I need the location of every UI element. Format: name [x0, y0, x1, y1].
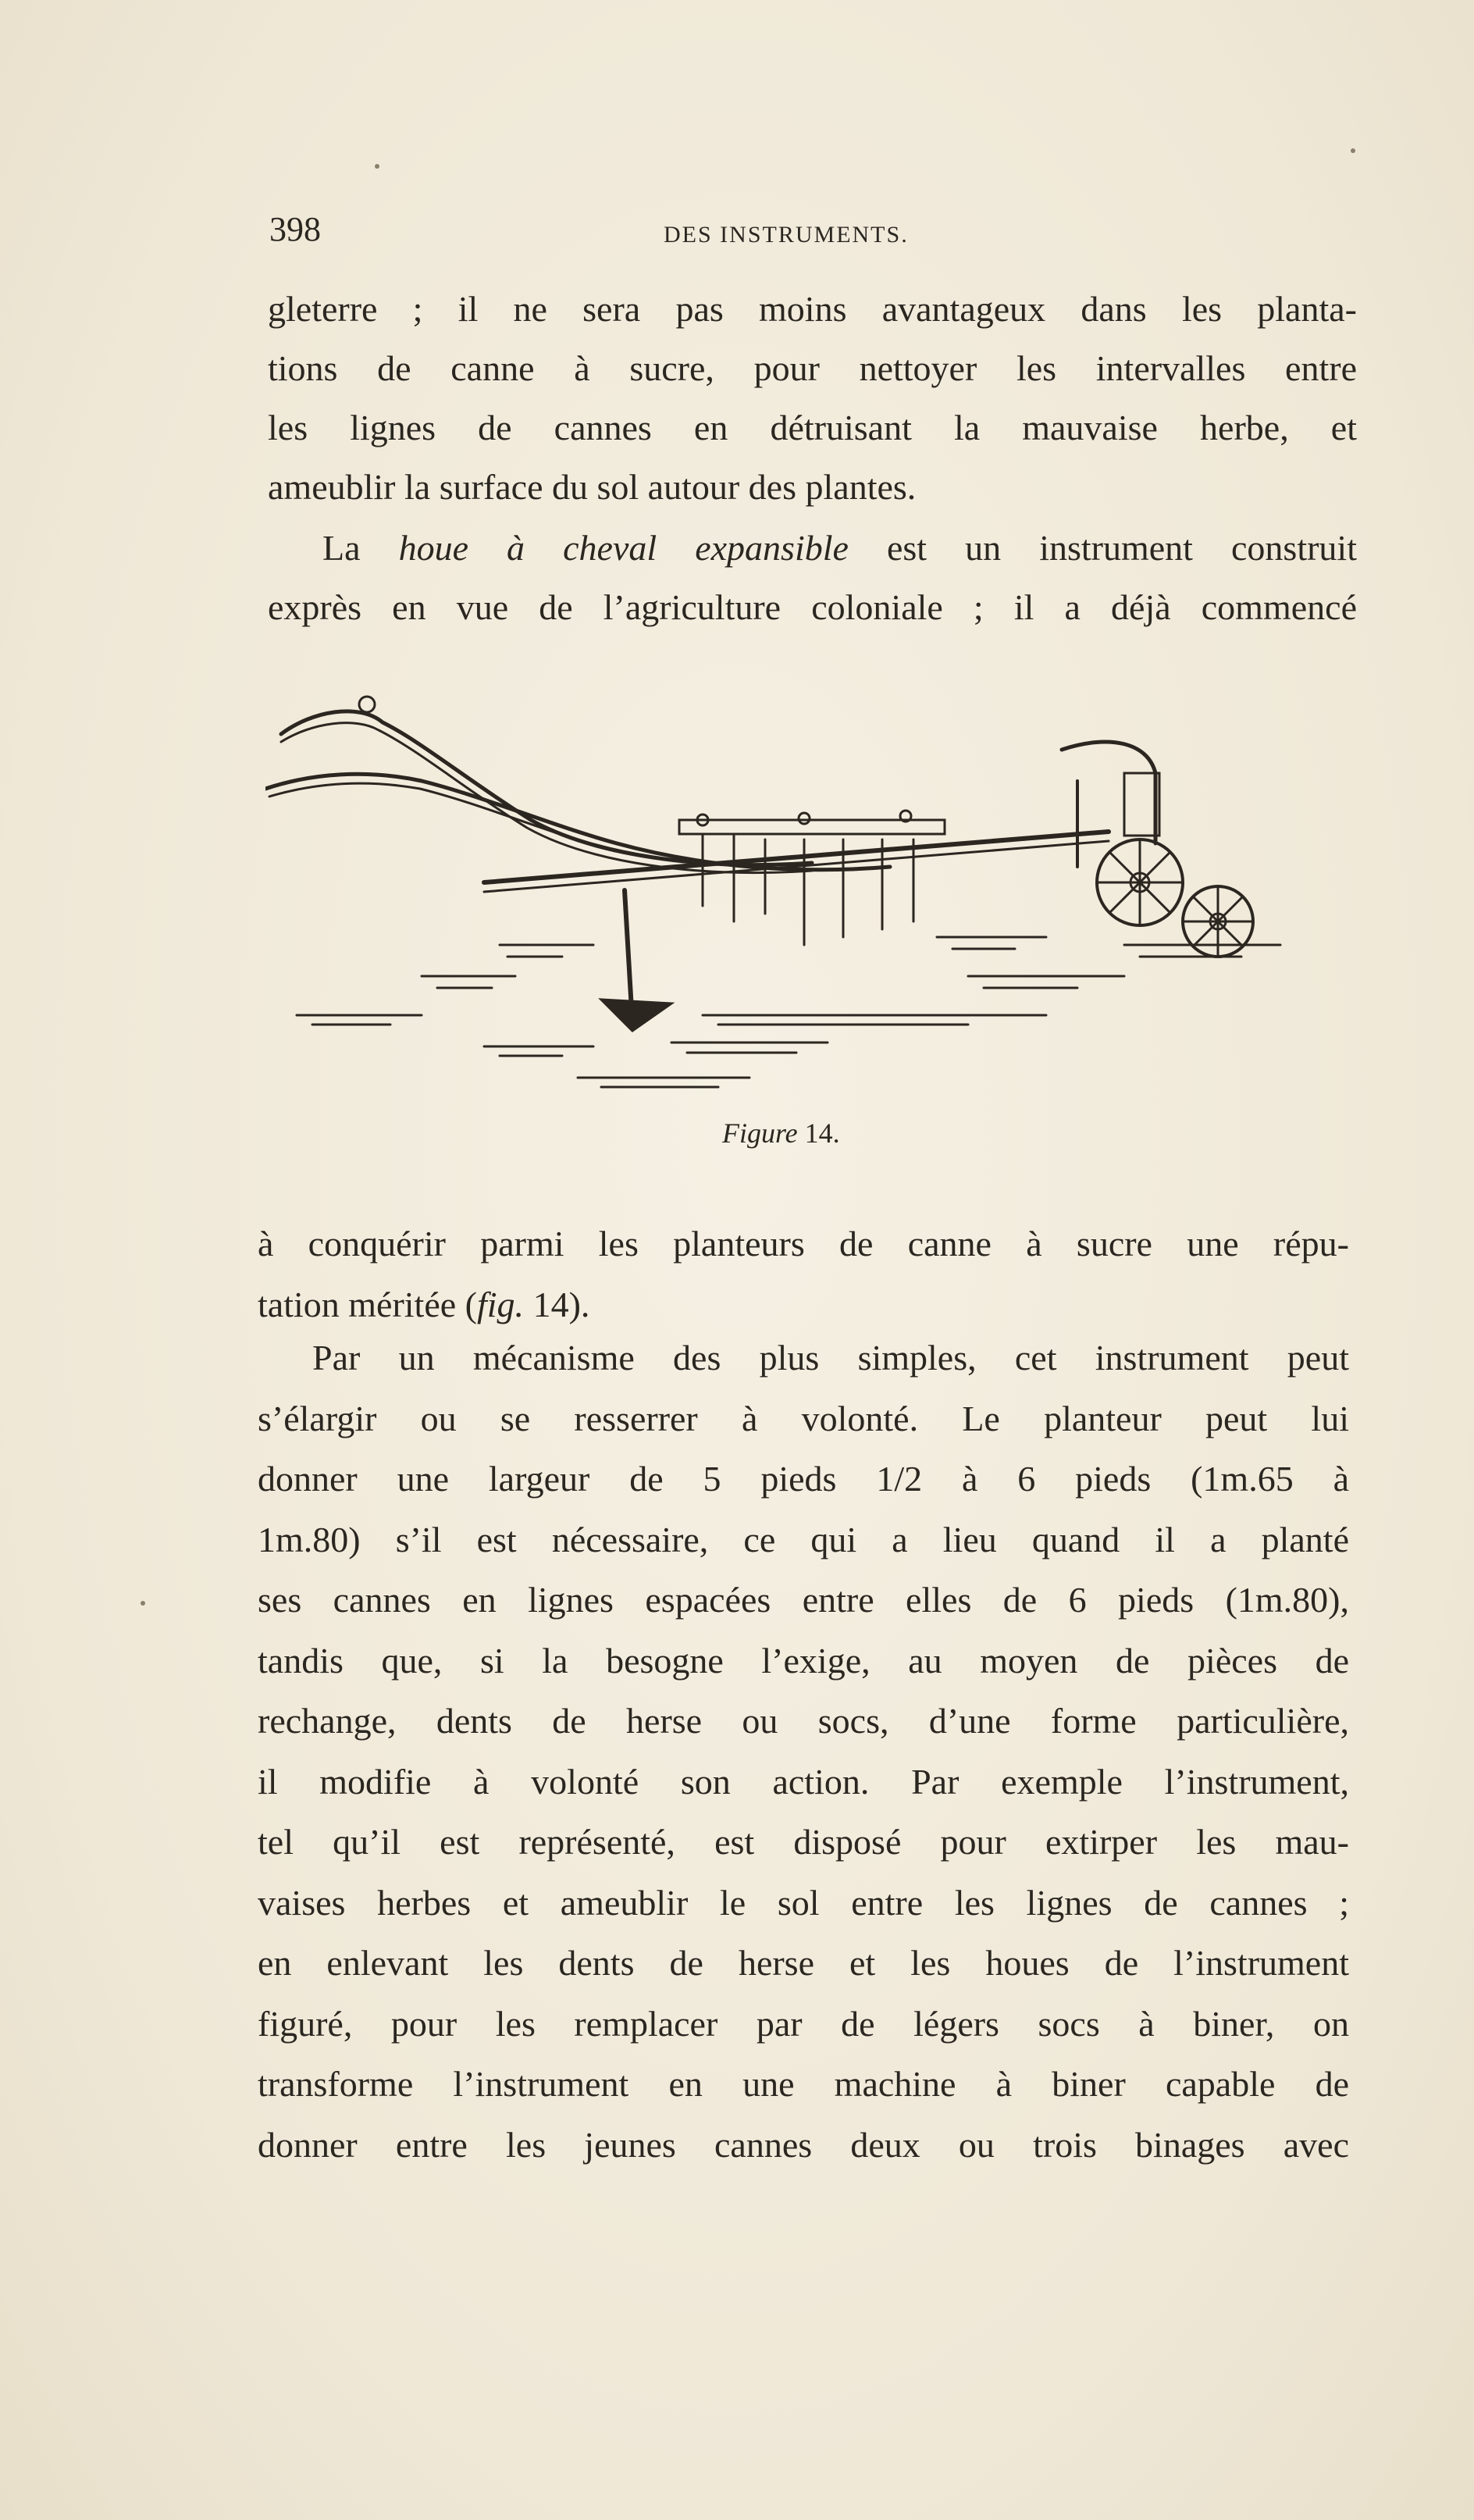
paragraph-2 [268, 519, 1357, 637]
paragraph-1 [268, 280, 1357, 517]
page-number: 398 [269, 210, 321, 248]
text-line: figuré, pour les remplacer par de légers socs à biner, on [258, 2003, 1349, 2044]
text-run: tation méritée ( [258, 1284, 477, 1324]
text-line [258, 1274, 1349, 1335]
text-line [268, 519, 1357, 578]
paper-speck [375, 164, 379, 169]
text-line: donner une largeur de 5 pieds 1/2 à 6 pieds (1m.65 à [258, 1459, 1349, 1499]
text-line: vaises herbes et ameublir le sol entre les lignes de cannes ; [258, 1882, 1349, 1923]
paper-speck [141, 1601, 145, 1606]
text-line: s’élargir ou se resserrer à volonté. Le planteur peut lui [258, 1398, 1349, 1438]
text-line: transforme l’instrument en une machine à biner capable de [258, 2064, 1349, 2104]
text-line: 1m.80) s’il est nécessaire, ce qui a lieu quand il a planté [258, 1519, 1349, 1559]
plough-engraving [265, 687, 1327, 1109]
caption-number: 14. [804, 1117, 840, 1149]
text-run: 14). [524, 1284, 590, 1324]
text-line: tandis que, si la besogne l’exige, au moyen de pièces de [258, 1640, 1349, 1681]
text-line: en enlevant les dents de herse et les houes de l’instrument [258, 1943, 1349, 1983]
running-head: DES INSTRUMENTS. [664, 222, 909, 248]
text-line: ameublir la surface du sol autour des plantes. [268, 467, 917, 507]
italic-term: fig. [477, 1284, 525, 1324]
text-line: ses cannes en lignes espacées entre elles de 6 pieds (1m.80), [258, 1580, 1349, 1620]
italic-term: houe à cheval expansible [398, 528, 849, 568]
text-line: Par un mécanisme des plus simples, cet instrument peut [312, 1338, 1349, 1378]
text-line: rechange, dents de herse ou socs, d’une forme particulière, [258, 1701, 1349, 1741]
paper-speck [1351, 148, 1355, 153]
text-line: tions de canne à sucre, pour nettoyer les intervalles entre [268, 348, 1357, 388]
text-line: donner entre les jeunes cannes deux ou trois binages avec [258, 2124, 1349, 2165]
text-line: les lignes de cannes en détruisant la mauvaise herbe, et [268, 408, 1357, 447]
text-line: tel qu’il est représenté, est disposé pour extirper les mau- [258, 1822, 1349, 1862]
text-line: il modifie à volonté son action. Par exemple l’instrument, [258, 1761, 1349, 1802]
caption-word: Figure [722, 1117, 798, 1149]
text-line: exprès en vue de l’agriculture coloniale ; il a déjà commencé [268, 587, 1357, 627]
text-run: La [322, 528, 399, 568]
paragraph-3 [258, 1214, 1349, 1335]
text-line: à conquérir parmi les planteurs de canne à sucre une répu- [258, 1224, 1349, 1264]
running-header [269, 209, 1362, 264]
text-run: est un instrument construit [848, 528, 1357, 568]
text-line: gleterre ; il ne sera pas moins avantageux dans les planta- [268, 289, 1357, 329]
figure-caption [722, 1117, 840, 1150]
paragraph-4 [258, 1328, 1349, 2175]
